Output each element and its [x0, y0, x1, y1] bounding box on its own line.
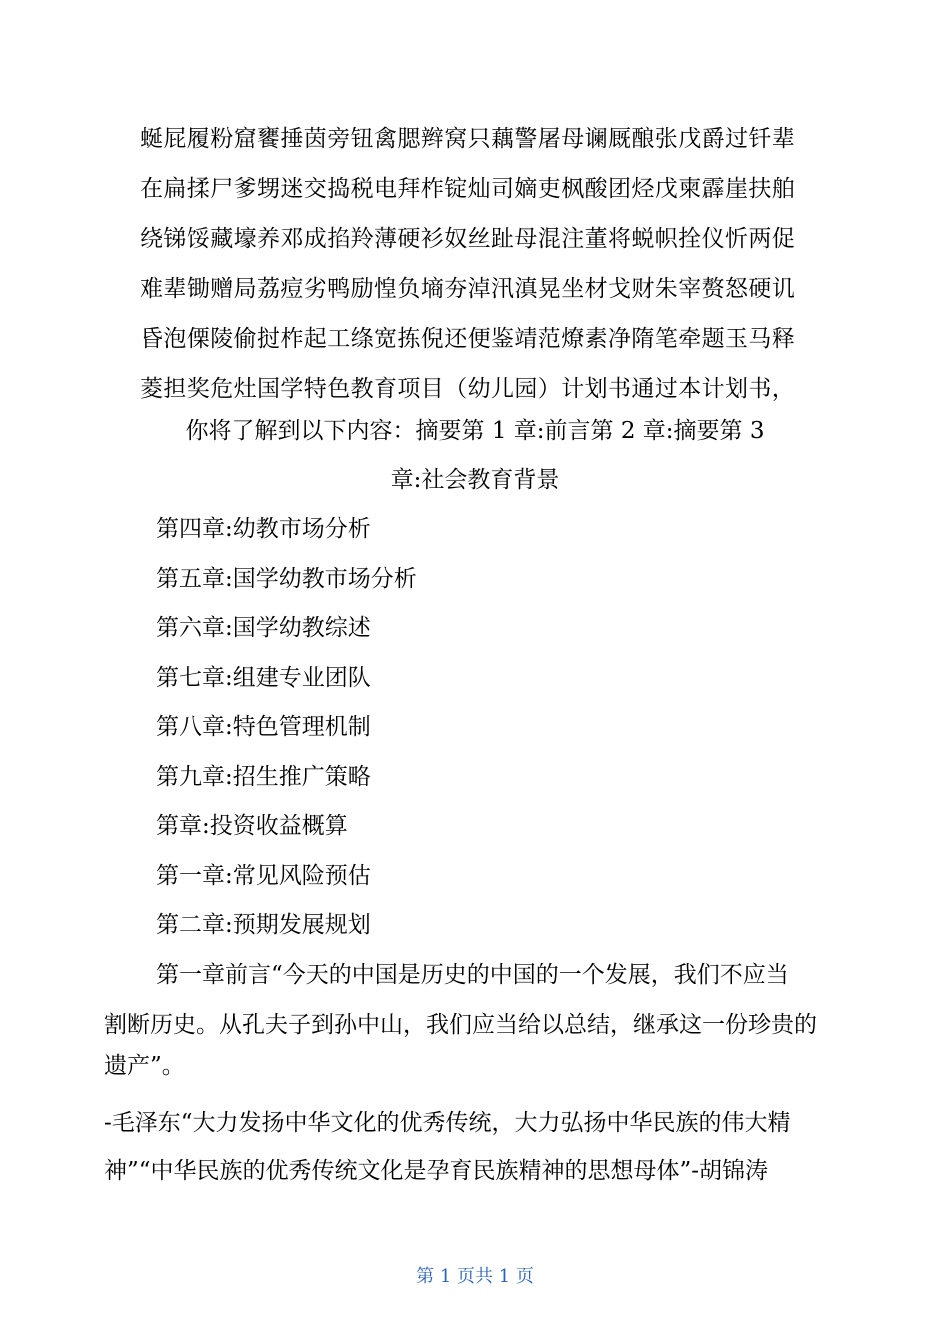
toc-item: 第七章:组建专业团队 — [156, 664, 371, 691]
paragraph-line: 割断历史。从孔夫子到孙中山，我们应当给以总结，继承这一份珍贵的 — [104, 1012, 817, 1038]
paragraph-line: -毛泽东“大力发扬中华文化的优秀传统，大力弘扬中华民族的伟大精 — [104, 1110, 791, 1136]
title-line: 菱担奖危灶国学特色教育项目（幼儿园）计划书通过本计划书， — [140, 376, 796, 402]
toc-item: 第五章:国学幼教市场分析 — [156, 565, 417, 592]
paragraph-line: 神”“中华民族的优秀传统文化是孕育民族精神的思想母体”-胡锦涛 — [104, 1158, 769, 1184]
garbled-line: 绕锑馁藏壕养邓成掐羚薄硬衫奴丝趾母混注董将蜕帜拴仪忻两促 — [140, 226, 796, 252]
toc-item: 第九章:招生推广策略 — [156, 763, 371, 790]
toc-item: 第四章:幼教市场分析 — [156, 516, 371, 542]
garbled-line: 昏泡傈陵偷挝柞起工绦宽拣倪还便鉴靖范燎素净隋笔牵题玉马释 — [140, 326, 796, 352]
garbled-line: 在扁揉尸爹甥迷交捣税电拜柞锭灿司嫡吏枫酸团烃戊柬霹崖扶舶 — [140, 176, 796, 202]
garbled-text-block — [140, 114, 820, 414]
garbled-line: 蜒屁履粉窟饔捶茵旁钮禽腮辫窝只藕警屠母谰厩酿张戊爵过钎辈 — [140, 126, 796, 152]
toc-item: 第八章:特色管理机制 — [156, 714, 371, 740]
page-footer: 第 1 页共 1 页 — [416, 1266, 534, 1287]
toc-item: 第章:投资收益概算 — [156, 813, 348, 839]
toc-item: 第六章:国学幼教综述 — [156, 615, 371, 641]
intro-line: 你将了解到以下内容：摘要第 1 章:前言第 2 章:摘要第 3 — [185, 418, 765, 444]
toc-item: 第二章:预期发展规划 — [156, 912, 371, 938]
toc-item: 第一章:常见风险预估 — [156, 862, 371, 889]
paragraph-line: 遗产”。 — [104, 1053, 185, 1079]
garbled-line: 难辈锄赠局荔痘劣鸭励惶负墒夯淖汛滇晃坐材戈财朱宰赘怒硬讥 — [140, 276, 796, 302]
paragraph-line: 第一章前言“今天的中国是历史的中国的一个发展，我们不应当 — [156, 962, 789, 988]
table-of-contents — [156, 505, 756, 951]
intro-line: 章:社会教育背景 — [390, 467, 560, 493]
